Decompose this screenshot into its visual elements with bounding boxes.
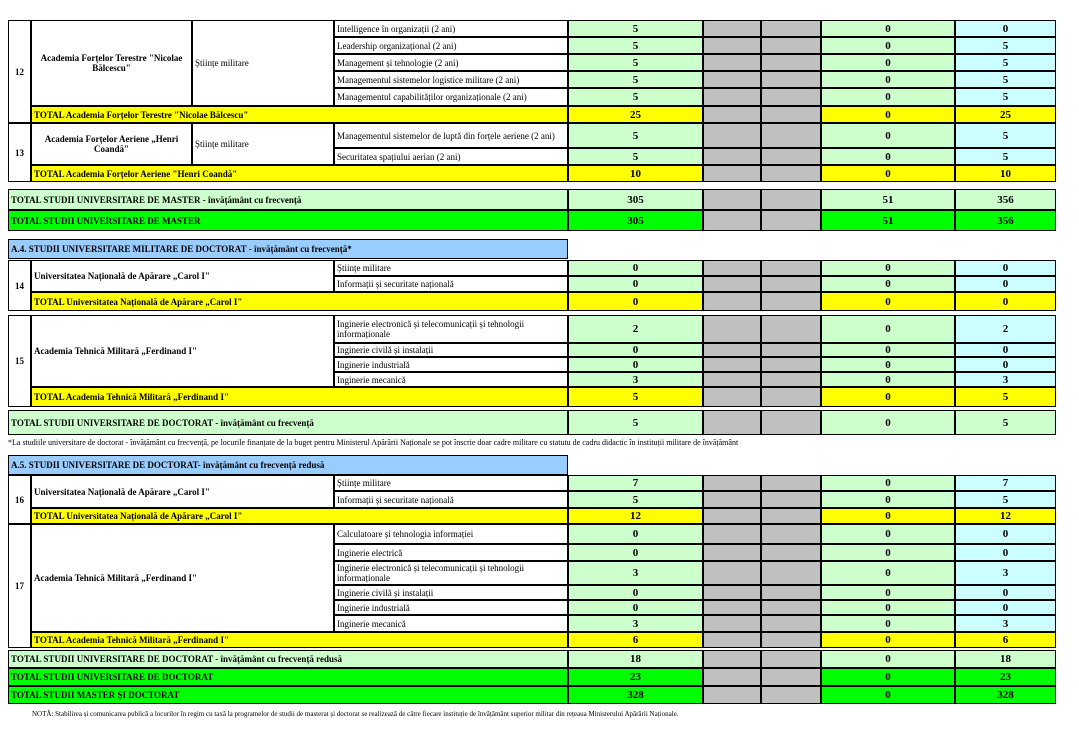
gray-cell (703, 632, 761, 648)
institution-name: Academia Tehnică Militară „Ferdinand I" (31, 524, 334, 632)
program-total-value: 0 (955, 343, 1056, 357)
program-value-b: 0 (821, 123, 955, 148)
gray-cell (761, 165, 821, 182)
program-total-value: 5 (955, 148, 1056, 165)
gray-cell (761, 561, 821, 585)
row-number: 13 (8, 123, 31, 182)
program-value-b: 0 (821, 54, 955, 71)
grand-total-total-value: 5 (955, 410, 1056, 435)
institution-total-budget-value: 10 (568, 165, 703, 182)
grand-total-value-b: 0 (821, 650, 955, 668)
gray-cell (761, 615, 821, 632)
program-budget-value: 5 (568, 148, 703, 165)
program-budget-value: 0 (568, 343, 703, 357)
gray-cell (703, 54, 761, 71)
program-value-b: 0 (821, 71, 955, 88)
program-name: Inginerie industrială (334, 357, 568, 372)
grand-total-label: TOTAL STUDII UNIVERSITARE DE MASTER (8, 210, 568, 231)
note-text: NOTĂ: Stabilirea și comunicarea publică a locurilor în regim cu taxă la programelor de studii de masterat și doctorat se realizează de către fiecare instituție de învățământ superior militar din rețeaua Ministerului Apărării Naționale. (32, 710, 679, 718)
program-name: Științe militare (334, 260, 568, 276)
gray-cell (761, 315, 821, 343)
gray-cell (703, 524, 761, 544)
grand-total-value-b: 0 (821, 686, 955, 704)
program-budget-value: 0 (568, 600, 703, 615)
program-total-value: 0 (955, 544, 1056, 561)
institution-total-budget-value: 25 (568, 106, 703, 123)
grand-total-label: TOTAL STUDII UNIVERSITARE DE DOCTORAT - învățământ cu frecvență redusă (8, 650, 568, 668)
program-name: Managementul sistemelor de luptă din forțele aeriene (2 ani) (334, 123, 568, 148)
gray-cell (703, 475, 761, 491)
program-value-b: 0 (821, 343, 955, 357)
program-budget-value: 0 (568, 357, 703, 372)
program-value-b: 0 (821, 20, 955, 37)
program-name: Intelligence în organizații (2 ani) (334, 20, 568, 37)
gray-cell (703, 615, 761, 632)
grand-total-value-b: 0 (821, 410, 955, 435)
gray-cell (761, 148, 821, 165)
program-name: Inginerie civilă și instalații (334, 585, 568, 600)
gray-cell (703, 210, 761, 231)
gray-cell (703, 37, 761, 54)
row-number: 16 (8, 475, 31, 524)
program-budget-value: 3 (568, 615, 703, 632)
institution-total-total-value: 25 (955, 106, 1056, 123)
program-total-value: 5 (955, 37, 1056, 54)
gray-cell (703, 106, 761, 123)
gray-cell (761, 544, 821, 561)
gray-cell (761, 508, 821, 524)
institution-total-budget-value: 5 (568, 387, 703, 407)
institution-total-value-b: 0 (821, 292, 955, 311)
gray-cell (761, 410, 821, 435)
gray-cell (703, 123, 761, 148)
program-name: Științe militare (334, 475, 568, 491)
program-name: Management și tehnologie (2 ani) (334, 54, 568, 71)
gray-cell (761, 292, 821, 311)
program-total-value: 5 (955, 71, 1056, 88)
gray-cell (761, 491, 821, 508)
grand-total-budget-value: 305 (568, 210, 703, 231)
program-total-value: 0 (955, 276, 1056, 292)
program-total-value: 0 (955, 357, 1056, 372)
program-name: Informații și securitate națională (334, 276, 568, 292)
gray-cell (761, 71, 821, 88)
institution-total-label: TOTAL Academia Forțelor Aeriene "Henri Coandă" (31, 165, 568, 182)
institution-name: Universitatea Națională de Apărare „Carol I" (31, 475, 334, 508)
gray-cell (761, 276, 821, 292)
program-value-b: 0 (821, 372, 955, 387)
institution-total-label: TOTAL Academia Tehnică Militară „Ferdinand I" (31, 632, 568, 648)
program-total-value: 3 (955, 561, 1056, 585)
institution-total-value-b: 0 (821, 508, 955, 524)
program-name: Inginerie industrială (334, 600, 568, 615)
gray-cell (761, 54, 821, 71)
gray-cell (761, 585, 821, 600)
gray-cell (703, 508, 761, 524)
gray-cell (703, 165, 761, 182)
gray-cell (703, 650, 761, 668)
gray-cell (703, 315, 761, 343)
program-budget-value: 5 (568, 37, 703, 54)
program-name: Informații și securitate națională (334, 491, 568, 508)
program-value-b: 0 (821, 276, 955, 292)
gray-cell (761, 686, 821, 704)
gray-cell (761, 387, 821, 407)
program-name: Inginerie civilă și instalații (334, 343, 568, 357)
institution-total-value-b: 0 (821, 165, 955, 182)
program-name: Leadership organizațional (2 ani) (334, 37, 568, 54)
program-name: Managementul sistemelor logistice militare (2 ani) (334, 71, 568, 88)
grand-total-budget-value: 328 (568, 686, 703, 704)
grand-total-value-b: 51 (821, 210, 955, 231)
gray-cell (761, 20, 821, 37)
program-budget-value: 0 (568, 524, 703, 544)
program-budget-value: 7 (568, 475, 703, 491)
institution-total-budget-value: 0 (568, 292, 703, 311)
program-value-b: 0 (821, 88, 955, 106)
program-budget-value: 5 (568, 123, 703, 148)
program-value-b: 0 (821, 524, 955, 544)
program-name: Inginerie electronică și telecomunicații și tehnologii informaționale (334, 561, 568, 585)
program-budget-value: 0 (568, 544, 703, 561)
section-header: A.5. STUDII UNIVERSITARE DE DOCTORAT- învățământ cu frecvență redusă (8, 455, 568, 475)
program-budget-value: 5 (568, 71, 703, 88)
gray-cell (703, 343, 761, 357)
grand-total-budget-value: 305 (568, 189, 703, 210)
grand-total-label: TOTAL STUDII MASTER ȘI DOCTORAT (8, 686, 568, 704)
grand-total-label: TOTAL STUDII UNIVERSITARE DE MASTER - învățământ cu frecvență (8, 189, 568, 210)
program-name: Calculatoare și tehnologia informației (334, 524, 568, 544)
institution-total-total-value: 6 (955, 632, 1056, 648)
gray-cell (761, 37, 821, 54)
program-total-value: 3 (955, 372, 1056, 387)
institution-total-label: TOTAL Academia Tehnică Militară „Ferdinand I" (31, 387, 568, 407)
program-budget-value: 5 (568, 88, 703, 106)
program-name: Inginerie electronică și telecomunicații și tehnologii informaționale (334, 315, 568, 343)
program-value-b: 0 (821, 585, 955, 600)
gray-cell (761, 260, 821, 276)
row-number: 14 (8, 260, 31, 311)
gray-cell (703, 686, 761, 704)
program-value-b: 0 (821, 561, 955, 585)
gray-cell (761, 123, 821, 148)
grand-total-total-value: 18 (955, 650, 1056, 668)
gray-cell (703, 410, 761, 435)
program-total-value: 0 (955, 20, 1056, 37)
program-total-value: 0 (955, 585, 1056, 600)
gray-cell (703, 292, 761, 311)
program-budget-value: 5 (568, 20, 703, 37)
row-number: 12 (8, 20, 31, 123)
grand-total-total-value: 356 (955, 189, 1056, 210)
program-total-value: 5 (955, 123, 1056, 148)
program-budget-value: 0 (568, 276, 703, 292)
program-budget-value: 0 (568, 585, 703, 600)
institution-name: Academia Tehnică Militară „Ferdinand I" (31, 315, 334, 387)
gray-cell (703, 585, 761, 600)
institution-name: Universitatea Națională de Apărare „Carol I" (31, 260, 334, 292)
grand-total-budget-value: 23 (568, 668, 703, 686)
gray-cell (703, 276, 761, 292)
gray-cell (761, 475, 821, 491)
gray-cell (703, 20, 761, 37)
gray-cell (761, 343, 821, 357)
program-total-value: 2 (955, 315, 1056, 343)
institution-total-budget-value: 6 (568, 632, 703, 648)
grand-total-value-b: 51 (821, 189, 955, 210)
program-value-b: 0 (821, 491, 955, 508)
program-value-b: 0 (821, 148, 955, 165)
grand-total-total-value: 356 (955, 210, 1056, 231)
institution-total-total-value: 0 (955, 292, 1056, 311)
footnote-text: *La studiile universitare de doctorat - învățământ cu frecvență, pe locurile finanțate de la buget pentru Ministerul Apărării Naționale se pot înscrie doar cadre militare cu statutu de cadru didactic în instituții militare de învățământ (8, 438, 739, 447)
gray-cell (703, 600, 761, 615)
gray-cell (761, 210, 821, 231)
gray-cell (761, 189, 821, 210)
program-budget-value: 0 (568, 260, 703, 276)
program-total-value: 0 (955, 260, 1056, 276)
gray-cell (703, 372, 761, 387)
program-value-b: 0 (821, 260, 955, 276)
institution-total-label: TOTAL Academia Forțelor Terestre "Nicolae Bălcescu" (31, 106, 568, 123)
grand-total-label: TOTAL STUDII UNIVERSITARE DE DOCTORAT (8, 668, 568, 686)
gray-cell (703, 148, 761, 165)
row-number: 17 (8, 524, 31, 648)
gray-cell (703, 357, 761, 372)
program-budget-value: 3 (568, 561, 703, 585)
program-total-value: 5 (955, 491, 1056, 508)
gray-cell (761, 600, 821, 615)
gray-cell (761, 88, 821, 106)
gray-cell (761, 524, 821, 544)
program-budget-value: 5 (568, 491, 703, 508)
program-total-value: 3 (955, 615, 1056, 632)
institution-total-budget-value: 12 (568, 508, 703, 524)
gray-cell (703, 561, 761, 585)
program-name: Inginerie mecanică (334, 372, 568, 387)
program-name: Inginerie mecanică (334, 615, 568, 632)
gray-cell (703, 387, 761, 407)
institution-total-value-b: 0 (821, 106, 955, 123)
institution-name: Academia Forțelor Terestre "Nicolae Bălcescu" (31, 20, 192, 106)
row-number: 15 (8, 315, 31, 407)
grand-total-budget-value: 5 (568, 410, 703, 435)
grand-total-total-value: 23 (955, 668, 1056, 686)
grand-total-value-b: 0 (821, 668, 955, 686)
program-value-b: 0 (821, 600, 955, 615)
gray-cell (761, 372, 821, 387)
program-budget-value: 3 (568, 372, 703, 387)
institution-total-total-value: 10 (955, 165, 1056, 182)
gray-cell (761, 632, 821, 648)
gray-cell (703, 668, 761, 686)
program-value-b: 0 (821, 615, 955, 632)
institution-total-total-value: 12 (955, 508, 1056, 524)
institution-total-value-b: 0 (821, 632, 955, 648)
program-total-value: 0 (955, 524, 1056, 544)
program-total-value: 5 (955, 54, 1056, 71)
institution-total-total-value: 5 (955, 387, 1056, 407)
gray-cell (703, 88, 761, 106)
program-budget-value: 5 (568, 54, 703, 71)
grand-total-label: TOTAL STUDII UNIVERSITARE DE DOCTORAT - învățământ cu frecvență (8, 410, 568, 435)
program-value-b: 0 (821, 544, 955, 561)
program-budget-value: 2 (568, 315, 703, 343)
institution-name: Academia Forțelor Aeriene „Henri Coandă" (31, 123, 192, 165)
grand-total-total-value: 328 (955, 686, 1056, 704)
gray-cell (761, 357, 821, 372)
gray-cell (703, 189, 761, 210)
program-total-value: 7 (955, 475, 1056, 491)
gray-cell (761, 668, 821, 686)
program-name: Inginerie electrică (334, 544, 568, 561)
domain-name: Științe militare (192, 20, 334, 106)
gray-cell (761, 106, 821, 123)
program-value-b: 0 (821, 315, 955, 343)
gray-cell (703, 544, 761, 561)
program-value-b: 0 (821, 475, 955, 491)
program-name: Securitatea spațiului aerian (2 ani) (334, 148, 568, 165)
institution-total-label: TOTAL Universitatea Națională de Apărare „Carol I" (31, 292, 568, 311)
program-name: Managementul capabilităților organizaționale (2 ani) (334, 88, 568, 106)
gray-cell (761, 650, 821, 668)
section-header: A.4. STUDII UNIVERSITARE MILITARE DE DOCTORAT - învățământ cu frecvență* (8, 239, 568, 259)
program-total-value: 0 (955, 600, 1056, 615)
program-value-b: 0 (821, 357, 955, 372)
domain-name: Științe militare (192, 123, 334, 165)
gray-cell (703, 491, 761, 508)
institution-total-value-b: 0 (821, 387, 955, 407)
grand-total-budget-value: 18 (568, 650, 703, 668)
gray-cell (703, 71, 761, 88)
gray-cell (703, 260, 761, 276)
institution-total-label: TOTAL Universitatea Națională de Apărare „Carol I" (31, 508, 568, 524)
program-value-b: 0 (821, 37, 955, 54)
program-total-value: 5 (955, 88, 1056, 106)
